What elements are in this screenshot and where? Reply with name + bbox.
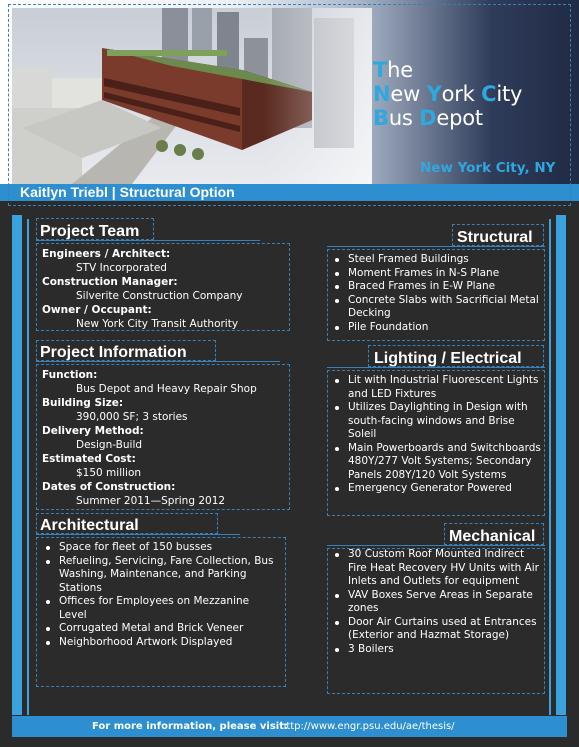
list-item: Corrugated Metal and Brick Veneer [42, 622, 278, 636]
team-label: Owner / Occupant: [42, 304, 152, 316]
project-team-rule [36, 240, 260, 241]
structural-rule [327, 246, 545, 247]
architectural-heading: Architectural [40, 517, 139, 534]
project-information-rule [36, 361, 280, 362]
location-label: New York City, NY [420, 160, 556, 176]
architectural-rule [36, 534, 240, 535]
list-item: Pile Foundation [331, 321, 543, 335]
list-item: VAV Boxes Serve Areas in Separate zones [331, 589, 543, 616]
team-label: Construction Manager: [42, 276, 178, 288]
right-frame-bar [556, 215, 566, 715]
list-item: Steel Framed Buildings [331, 253, 543, 267]
info-label: Dates of Construction: [42, 481, 176, 493]
structural-heading-frame [452, 224, 544, 246]
lighting-electrical-list [331, 374, 543, 496]
info-value: Bus Depot and Heavy Repair Shop [76, 383, 257, 395]
list-item: Lit with Industrial Fluorescent Lights and LED Fixtures [331, 374, 543, 401]
list-item: Offices for Employees on Mezzanine Level [42, 595, 278, 622]
footer-link[interactable]: http://www.engr.psu.edu/ae/thesis/ [280, 721, 455, 732]
lighting-electrical-heading: Lighting / Electrical [374, 350, 522, 367]
list-item: Space for fleet of 150 busses [42, 541, 278, 555]
title-line-the: The [373, 58, 413, 82]
list-item: Concrete Slabs with Sacrificial Metal Decking [331, 294, 543, 321]
list-item: Main Powerboards and Switchboards 480Y/277 Volt Systems; Secondary Panels 208Y/120 Volt Systems [331, 442, 543, 483]
list-item: Emergency Generator Powered [331, 482, 543, 496]
list-item: 3 Boilers [331, 643, 543, 657]
info-label: Building Size: [42, 397, 124, 409]
team-value: Silverite Construction Company [76, 290, 243, 302]
title-line-bus-depot: Bus Depot [373, 106, 483, 130]
mechanical-list [331, 548, 543, 656]
list-item: Moment Frames in N-S Plane [331, 267, 543, 281]
list-item: Refueling, Servicing, Fare Collection, Bus Washing, Maintenance, and Parking Stations [42, 555, 278, 596]
right-frame-line [549, 219, 551, 715]
project-team-list [42, 247, 288, 331]
title-line-new-york-city: New York City [373, 82, 523, 106]
team-value: New York City Transit Authority [76, 318, 239, 330]
lighting-electrical-heading-frame [368, 345, 544, 367]
architectural-heading-frame [36, 513, 218, 534]
left-frame-bar [12, 215, 22, 715]
footer-label: For more information, please visit: [92, 721, 288, 732]
project-team-heading: Project Team [40, 223, 140, 240]
left-frame-line [27, 219, 29, 715]
list-item: Neighborhood Artwork Displayed [42, 636, 278, 650]
architectural-list [42, 541, 278, 649]
project-information-heading-frame [36, 340, 216, 361]
list-item: Door Air Curtains used at Entrances (Exterior and Hazmat Storage) [331, 616, 543, 643]
info-label: Estimated Cost: [42, 453, 136, 465]
project-information-list [42, 368, 288, 508]
list-item: Utilizes Daylighting in Design with south-facing windows and Brise Soleil [331, 401, 543, 442]
structural-list [331, 253, 543, 334]
team-value: STV Incorporated [76, 262, 167, 274]
lighting-electrical-rule [327, 367, 545, 368]
info-value: 390,000 SF; 3 stories [76, 411, 188, 423]
info-value: Summer 2011—Spring 2012 [76, 495, 226, 507]
info-label: Delivery Method: [42, 425, 144, 437]
info-label: Function: [42, 369, 98, 381]
project-team-heading-frame [36, 218, 154, 240]
team-label: Engineers / Architect: [42, 248, 171, 260]
footer-bar [12, 716, 567, 737]
list-item: 30 Custom Roof Mounted Indirect Fire Heat Recovery HV Units with Air Inlets and Outlets for equipment [331, 548, 543, 589]
list-item: Braced Frames in E-W Plane [331, 280, 543, 294]
info-value: Design-Build [76, 439, 143, 451]
mechanical-rule [327, 545, 545, 546]
mechanical-heading-frame [444, 523, 544, 545]
project-information-heading: Project Information [40, 344, 187, 361]
structural-heading: Structural [457, 229, 533, 246]
mechanical-heading: Mechanical [449, 528, 536, 545]
author-option-label: Kaitlyn Triebl | Structural Option [20, 184, 235, 200]
info-value: $150 million [76, 467, 142, 479]
header-dashed-frame [8, 4, 571, 206]
